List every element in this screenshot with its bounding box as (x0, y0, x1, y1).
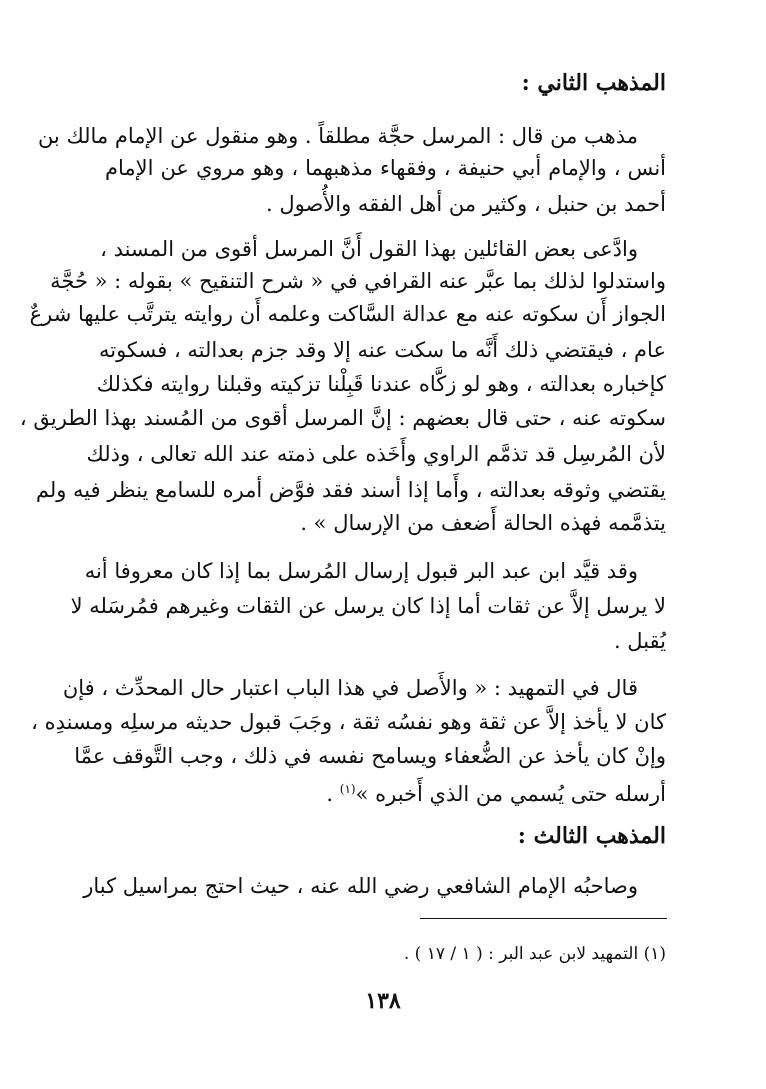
section-heading-third: المذهب الثالث : (517, 823, 666, 849)
text-span: أرسله حتى يُسمي من الذي أَخبره » (355, 782, 666, 806)
text-line: وصاحبُه الإمام الشافعي رضي الله عنه ، حيث احتج بمراسيل كبار (83, 874, 638, 898)
text-line (105, 773, 666, 810)
text-line: مذهب من قال : المرسل حجَّة مطلقاً . وهو منقول عن الإمام مالك بن (37, 124, 638, 148)
page-number: ١٣٨ (365, 988, 401, 1014)
text-line: كإخباره بعدالته ، وهو لو زكَّاه عندنا قَبِلْنا تزكيته وقبلنا روايته فكذلك (96, 372, 666, 396)
text-line: عام ، فيقتضي ذلك أَنَّه ما سكت عنه إلا وقد جزم بعدالته ، فسكوته (98, 338, 666, 362)
text-line: لا يرسل إلاَّ عن ثقات أما إذا كان يرسل عن الثقات وغيرهم فمُرسَله لا (70, 594, 666, 618)
text-line: الجواز أَن سكوته عنه مع عدالة السَّاكت وعلمه أَن روايته يترتَّب عليها شرعٌ (29, 302, 666, 326)
text-line: يتذمَّمه فهذه الحالة أَضعف من الإرسال » . (300, 511, 666, 535)
text-line: أحمد بن حنبل ، وكثير من أهل الفقه والأُصول . (266, 192, 666, 216)
text-line: لأن المُرسِل قد تذمَّم الراوي وأَخَذه على ذمته عند الله تعالى ، وذلك (86, 442, 666, 466)
text-line: أنس ، والإمام أبي حنيفة ، وفقهاء مذهبهما ، وهو مروي عن الإمام (105, 156, 666, 180)
text-line: قال في التمهيد : « والأَصل في هذا الباب اعتبار حال المحدِّث ، فإن (62, 676, 638, 700)
text-span: . (326, 782, 340, 806)
text-line: وادَّعى بعض القائلين بهذا القول أَنَّ المرسل أقوى من المسند ، (100, 237, 638, 261)
footnote-marker[interactable]: (١) (339, 782, 356, 796)
footnote: (١) التمهيد لابن عبد البر : ( ١ / ١٧ ) . (403, 944, 666, 964)
text-line: كان لا يأخذ إلاَّ عن ثقة وهو نفسُه ثقة ، وجَبَ قبول حديثه مرسلِه ومسندِه ، (31, 710, 666, 734)
text-line: يُقبل . (613, 629, 666, 653)
text-line: وقد قيَّد ابن عبد البر قبول إرسال المُرسل بما إذا كان معروفا أنه (84, 559, 638, 583)
text-line: يقتضي وثوقه بعدالته ، وأَما إذا أسند فقد فوَّض أمره للسامع ينظر فيه ولم (35, 478, 666, 502)
section-heading-second: المذهب الثاني : (521, 70, 666, 96)
text-line: واستدلوا لذلك بما عبَّر عنه القرافي في « شرح التنقيح » بقوله : « حُجَّة (50, 269, 666, 293)
text-line: سكوته عنه ، حتى قال بعضهم : إنَّ المرسل أقوى من المُسند بهذا الطريق ، (19, 406, 666, 430)
text-line: وإنْ كان يأخذ عن الضُّعفاء ويسامح نفسه في ذلك ، وجب التَّوقف عمَّا (74, 744, 666, 768)
footnote-separator (420, 918, 667, 919)
